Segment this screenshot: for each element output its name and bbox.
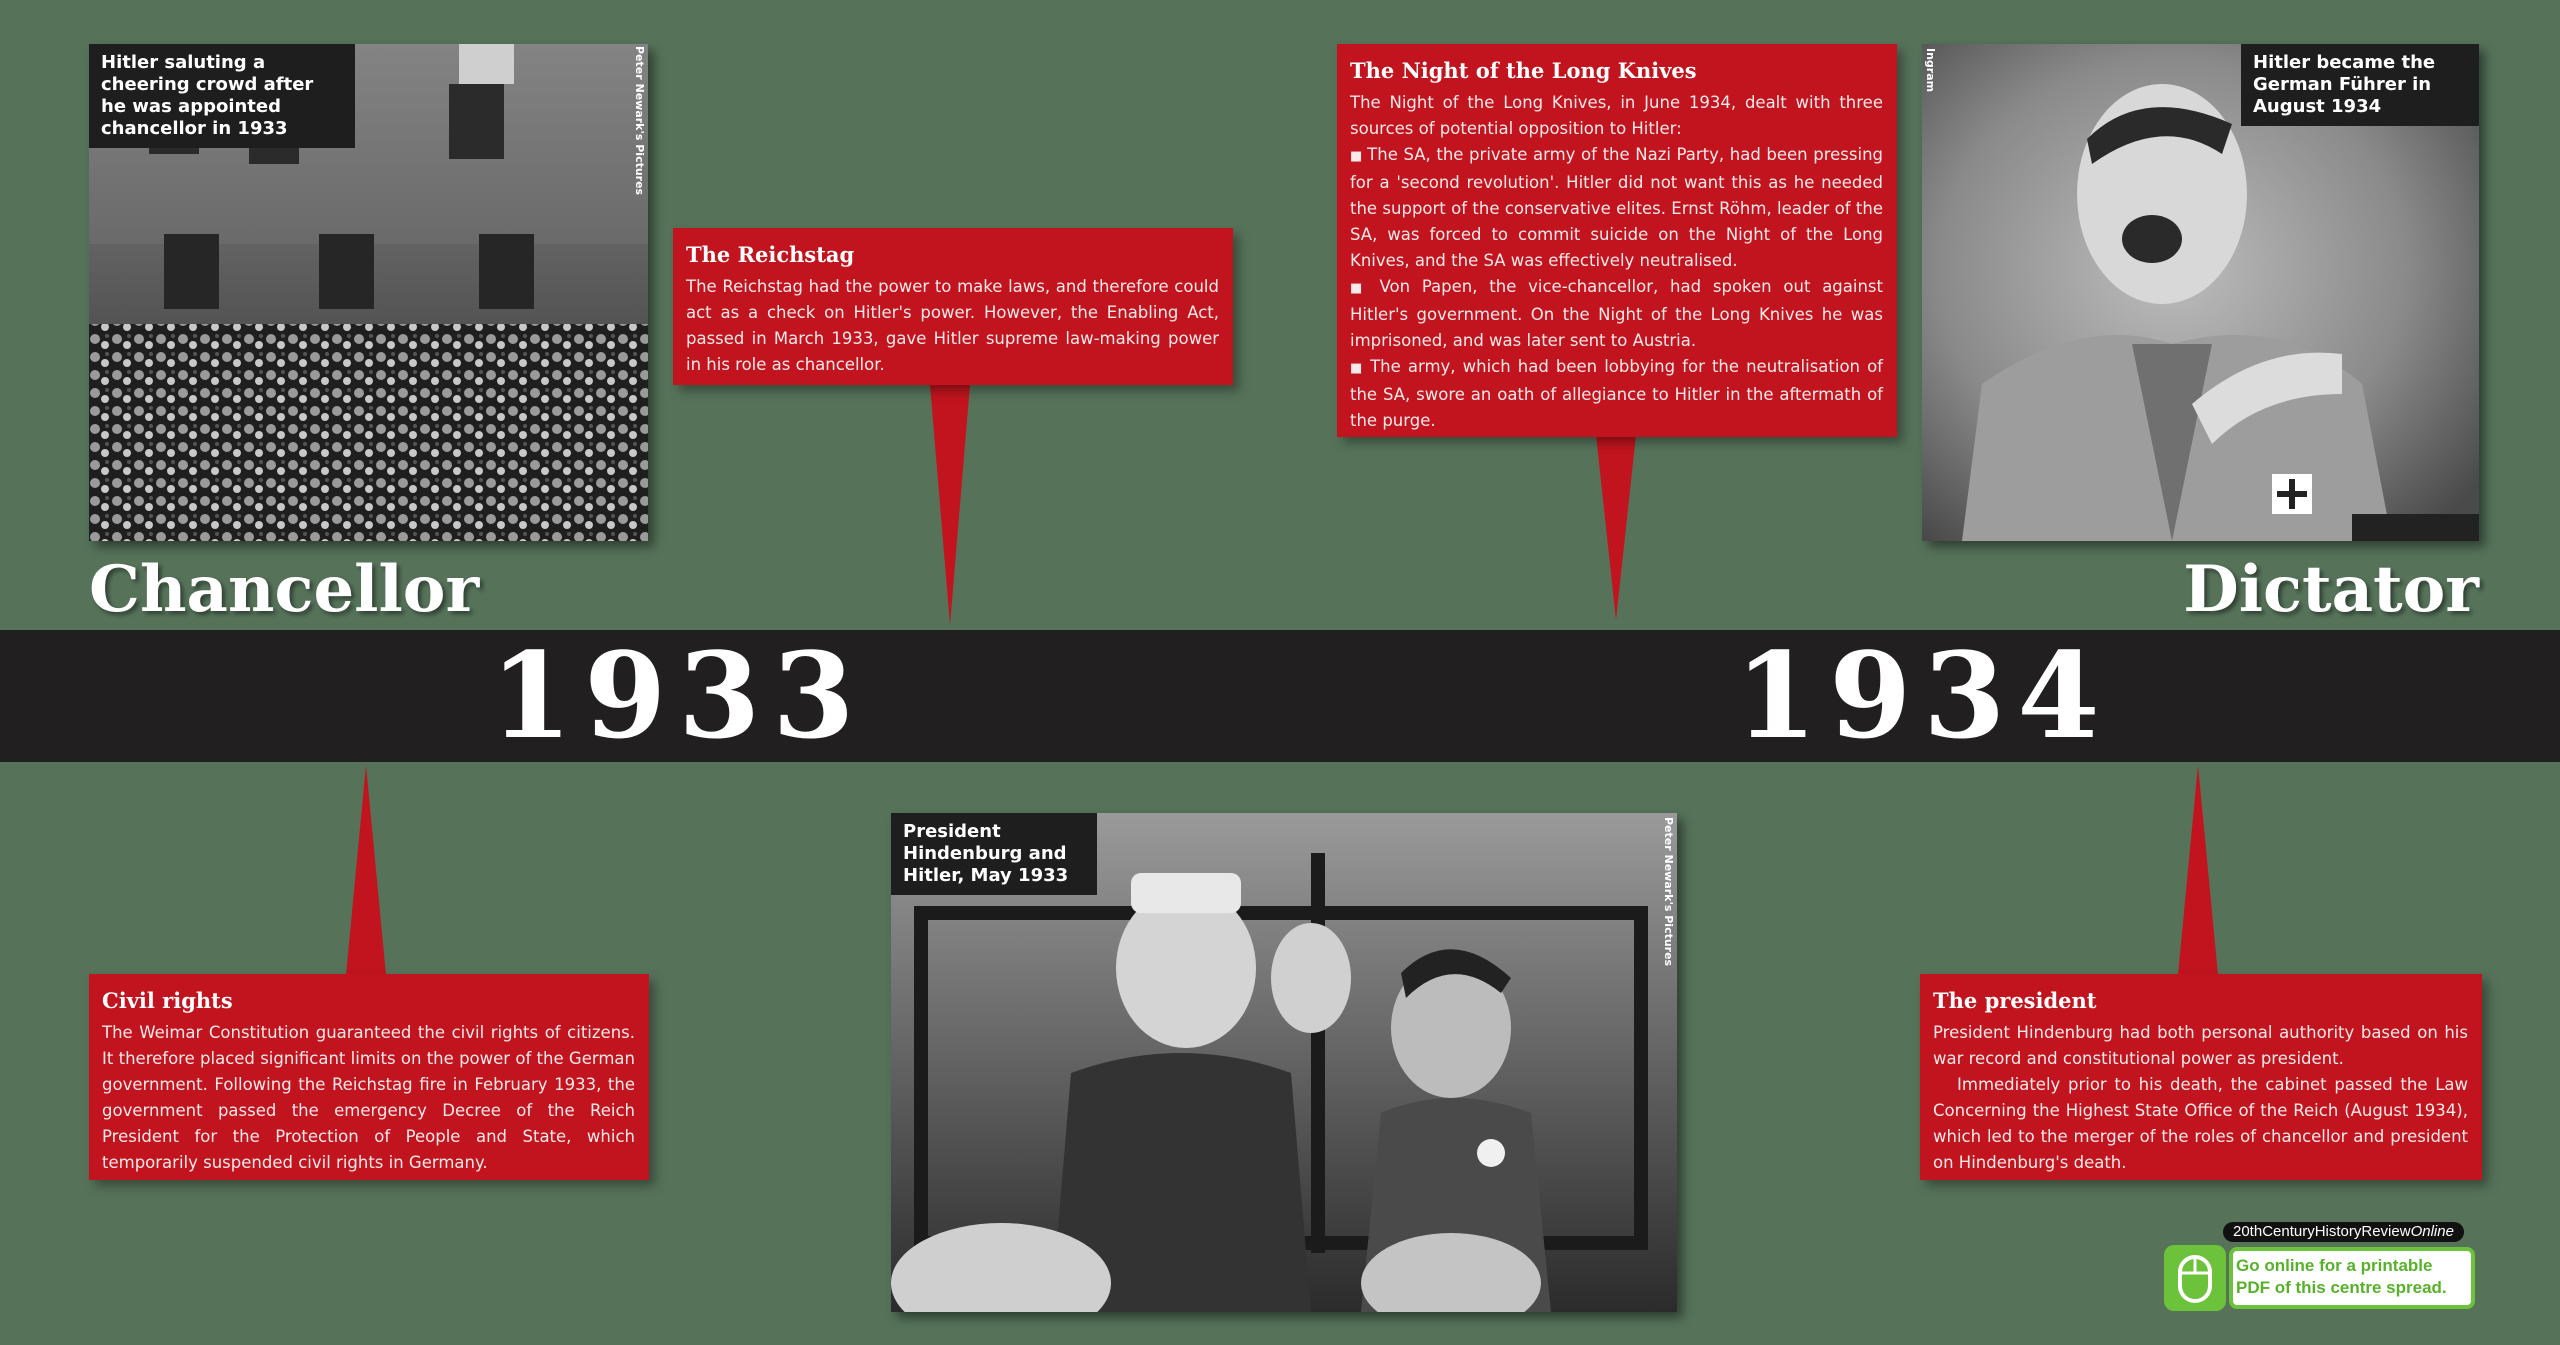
hindenburg-photo-credit: Peter Newark's Pictures [1662,817,1675,967]
crowd-photo-caption: Hitler saluting a cheering crowd after he was appointed chancellor in 1933 [89,44,355,148]
timeline-band [0,626,2560,765]
long-knives-bullet-papen: ■ Von Papen, the vice-chancellor, had spoken out against Hitler's government. On the Night of the Long Knives he was imprisoned, and was later sent to Austria. [1350,274,1883,354]
brand-main: 20thCenturyHistoryReview [2233,1223,2411,1240]
fuhrer-photo-credit: Ingram [1924,48,1937,93]
reichstag-box [673,228,1233,385]
chancellor-heading: Chancellor [89,552,480,627]
hindenburg-photo-caption: President Hindenburg and Hitler, May 1933 [891,813,1097,895]
brand-suffix: Online [2410,1223,2454,1240]
reichstag-title: The Reichstag [686,242,855,267]
long-knives-bullet-army: ■ The army, which had been lobbying for the neutralisation of the SA, swore an oath of allegiance to Hitler in the aftermath of the purge. [1350,354,1883,434]
president-para-2: Immediately prior to his death, the cabinet passed the Law Concerning the Highest State Office of the Reich (August 1934), which led to the merger of the roles of chancellor and president on Hindenburg's death. [1933,1075,2468,1172]
president-pointer [2178,765,2218,975]
civil-rights-box [89,974,649,1180]
long-knives-title: The Night of the Long Knives [1350,58,1697,83]
dictator-heading: Dictator [2183,552,2479,627]
civil-rights-title: Civil rights [102,988,233,1013]
mouse-icon [2164,1245,2226,1311]
long-knives-box [1337,44,1897,437]
reichstag-body: The Reichstag had the power to make laws, and therefore could act as a check on Hitler's power. However, the Enabling Act, passed in March 1933, gave Hitler supreme law-making power in his role as chancellor. [686,277,1219,374]
long-knives-intro: The Night of the Long Knives, in June 1934, dealt with three sources of potential opposition to Hitler: [1350,93,1883,138]
civil-rights-body: The Weimar Constitution guaranteed the civil rights of citizens. It therefore placed significant limits on the power of the German government. Following the Reichstag fire in February 1933, the government passed the emergency Decree of the Reich President for the Protection of People and State, which temporarily suspended civil rights in Germany. [102,1023,635,1172]
year-1933: 1933 [490,626,867,765]
crowd-photo [89,44,648,541]
pdf-link-line-2: PDF of this centre spread. [2236,1278,2447,1297]
president-box [1920,974,2482,1180]
fuhrer-photo [1922,44,2479,541]
civil-rights-pointer [346,765,386,975]
long-knives-bullet-sa: ■ The SA, the private army of the Nazi Party, had been pressing for a 'second revolution'. Hitler did not want this as he needed the support of the conservative elites. Ernst Röhm, leader of the SA, was forced to commit suicide on the Night of the Long Knives, and the SA was effectively neutralised. [1350,142,1883,274]
pdf-link-line-1: Go online for a printable [2236,1256,2433,1275]
crowd-photo-credit: Peter Newark's Pictures [633,46,646,196]
president-title: The president [1933,988,2097,1013]
reichstag-pointer [930,385,970,625]
brand-label[interactable] [2223,1222,2464,1242]
hindenburg-photo [891,813,1677,1312]
pdf-link-text[interactable] [2236,1255,2476,1299]
year-1934: 1934 [1735,626,2112,765]
president-para-1: President Hindenburg had both personal authority based on his war record and constitutional power as president. [1933,1023,2468,1068]
long-knives-pointer [1596,435,1636,620]
fuhrer-photo-caption: Hitler became the German Führer in August 1934 [2241,44,2479,126]
